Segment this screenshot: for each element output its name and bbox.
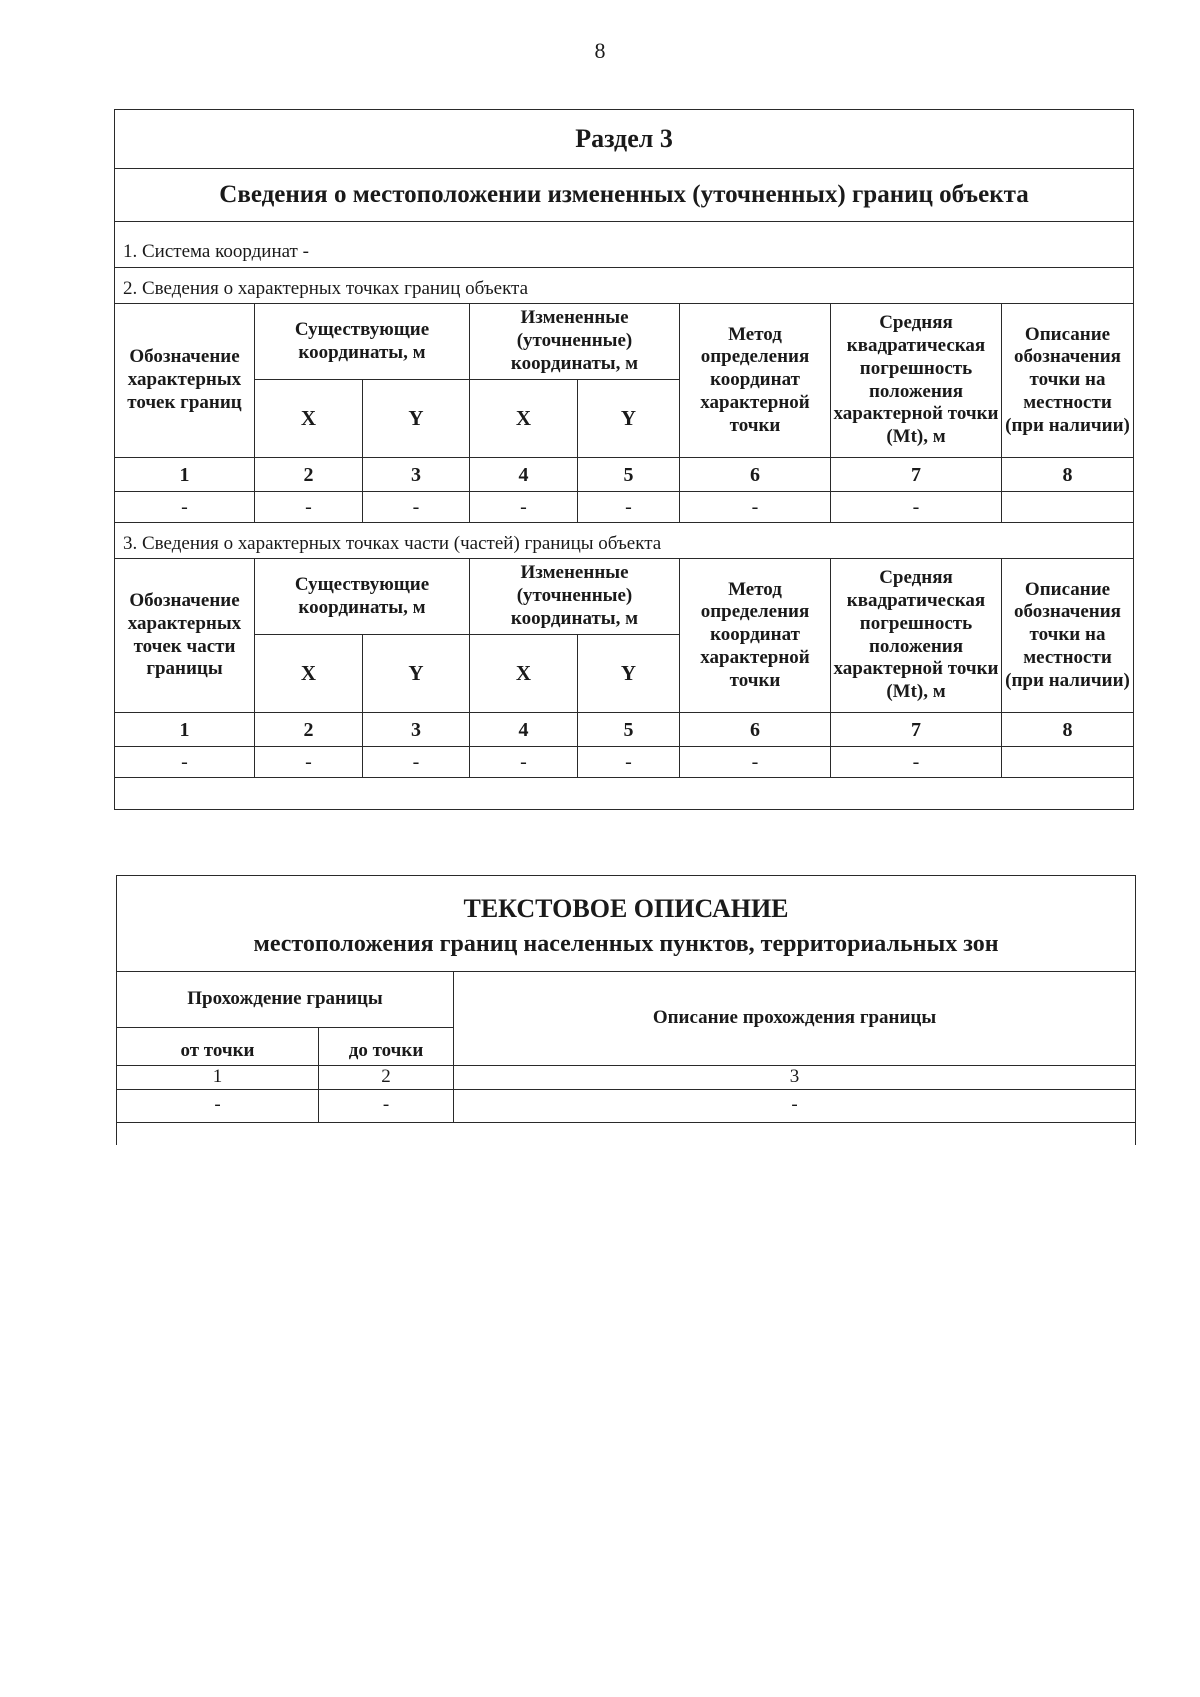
text-description-table [116,875,1136,1145]
table-cell: - [831,747,1002,778]
changed-y-header: Y [578,635,680,713]
page-number: 8 [594,38,606,63]
existing-y-header: Y [363,635,470,713]
table-row [117,1089,1136,1122]
table-cell: - [680,492,831,523]
col-designation-header: Обозначение характерных точек части границы [115,559,255,713]
table-cell: - [831,492,1002,523]
table-cell: - [578,747,680,778]
column-number: 3 [363,713,470,747]
col-method-header: Метод определения координат характерной точки [680,304,831,458]
empty-row [117,1122,1136,1145]
column-numbers-row [115,458,1134,492]
empty-cell [115,778,1134,810]
col-passage-description-header: Описание прохождения границы [454,972,1136,1066]
column-number: 4 [470,713,578,747]
existing-x-header: X [255,635,363,713]
existing-y-header: Y [363,380,470,458]
table-row [115,492,1134,523]
table-cell [1002,492,1134,523]
part-points-heading: 3. Сведения о характерных точках части (частей) границы объекта [115,523,1134,559]
empty-row [115,778,1134,810]
table-cell: - [363,747,470,778]
table-cell: - [470,492,578,523]
section-subtitle: Сведения о местоположении измененных (уточненных) границ объекта [115,169,1134,222]
col-to-point-header: до точки [319,1028,454,1066]
col-from-point-header: от точки [117,1028,319,1066]
empty-cell [117,1122,1136,1145]
existing-x-header: X [255,380,363,458]
table-cell: - [470,747,578,778]
coordinate-system: 1. Система координат - [115,222,1134,268]
col-changed-coords-header: Измененные (уточненные) координаты, м [470,304,680,380]
col-existing-coords-header: Существующие координаты, м [255,559,470,635]
column-number: 4 [470,458,578,492]
column-number: 8 [1002,458,1134,492]
section-3-table [114,109,1134,810]
text-description-title: ТЕКСТОВОЕ ОПИСАНИЕ [463,893,789,923]
text-description-title-block [117,876,1136,972]
column-number: 1 [115,713,255,747]
column-number: 2 [255,458,363,492]
table-cell: - [578,492,680,523]
table-cell: - [255,492,363,523]
table-cell: - [115,492,255,523]
table-cell: - [255,747,363,778]
column-number: 7 [831,458,1002,492]
column-numbers-row [117,1066,1136,1090]
col-description-header: Описание обозначения точки на местности (при наличии) [1002,559,1134,713]
changed-y-header: Y [578,380,680,458]
column-number: 7 [831,713,1002,747]
changed-x-header: X [470,635,578,713]
column-number: 6 [680,458,831,492]
col-description-header: Описание обозначения точки на местности (при наличии) [1002,304,1134,458]
col-error-header: Средняя квадратическая погрешность положения характерной точки (Mt), м [831,304,1002,458]
column-numbers-row [115,713,1134,747]
section-title: Раздел 3 [115,110,1134,169]
col-existing-coords-header: Существующие координаты, м [255,304,470,380]
col-method-header: Метод определения координат характерной точки [680,559,831,713]
table-row [115,747,1134,778]
col-error-header: Средняя квадратическая погрешность положения характерной точки (Mt), м [831,559,1002,713]
column-number: 3 [363,458,470,492]
column-number: 3 [454,1066,1136,1090]
column-number: 5 [578,713,680,747]
table-cell: - [454,1089,1136,1122]
table-cell: - [363,492,470,523]
col-passage-header: Прохождение границы [117,972,454,1028]
changed-x-header: X [470,380,578,458]
table-cell: - [680,747,831,778]
column-number: 1 [115,458,255,492]
table-cell: - [115,747,255,778]
column-number: 2 [319,1066,454,1090]
col-designation-header: Обозначение характерных точек границ [115,304,255,458]
boundary-points-heading: 2. Сведения о характерных точках границ объекта [115,268,1134,304]
table-cell: - [319,1089,454,1122]
column-number: 8 [1002,713,1134,747]
table-cell: - [117,1089,319,1122]
text-description-subtitle: местоположения границ населенных пунктов, территориальных зон [253,930,999,957]
column-number: 5 [578,458,680,492]
column-number: 2 [255,713,363,747]
table-cell [1002,747,1134,778]
col-changed-coords-header: Измененные (уточненные) координаты, м [470,559,680,635]
column-number: 6 [680,713,831,747]
column-number: 1 [117,1066,319,1090]
